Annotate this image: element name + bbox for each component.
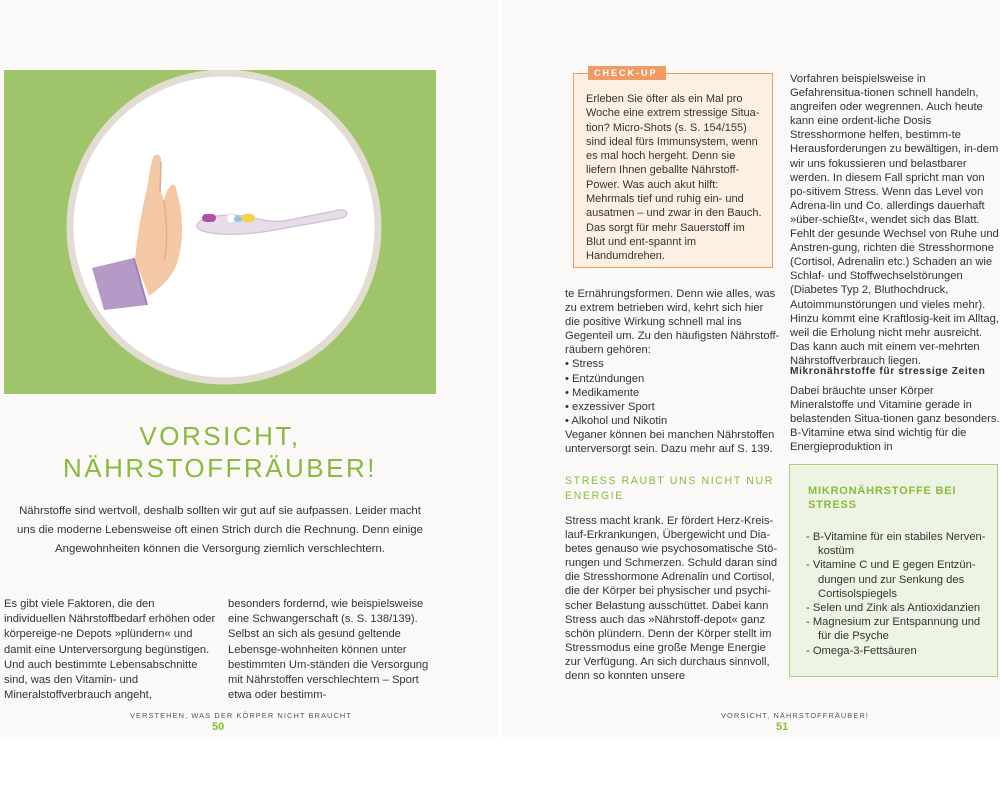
chapter-title <box>0 420 440 484</box>
right-column-text: Vorfahren beispielsweise in Gefahrensitua-tionen schnell handeln, angreifen oder wegrennen. Auch heute kann eine ordent-liche Dosis Stresshormone helfen, bestimm-te Herausforderungen zu bewältigen, in-dem wir uns fokussieren und belastbarer werden. In diesem Fall spricht man von po-sitivem Stress. Wenn das Level von Adrena-lin und Co. allerdings dauerhaft »über-schießt«, wendet sich das Blatt. Fehlt der gesunde Wechsel von Ruhe und Anstren-gung, richten die Stresshormone (Cortisol, Adrenalin etc.) Schaden an wie Schlaf- und Stoffwechselstörungen (Diabetes Typ 2, Bluthochdruck, Autoimmunstörungen und vieles mehr). Hinzu kommt eine Kraftlosig-keit im Alltag, weil die Erholung nicht mehr ausreicht. Das kann auch mit einem ver-mehrten Nährstoffverbrauch liegen. <box>790 73 999 367</box>
middle-column-text <box>565 287 780 456</box>
list-item: - Magnesium zur Entspannung und für die Psyche <box>806 616 981 643</box>
chapter-title-line2: NÄHRSTOFFRÄUBER! <box>63 453 377 483</box>
list-item: - Omega-3-Fettsäuren <box>806 644 917 657</box>
running-footer-left: VERSTEHEN, WAS DER KÖRPER NICHT BRAUCHT <box>130 711 352 720</box>
page-number-right: 51 <box>776 721 789 733</box>
illustration-svg <box>4 70 436 394</box>
body-column-1: Es gibt viele Faktoren, die den individuellen Nährstoffbedarf erhöhen oder körpereige-ne Depots »plündern« und damit eine Unterversorgung begünstigen. Und auch bestimmte Lebensabschnitte sind, was den Vitamin- und Mineralstoffverbrauch angeht, <box>4 598 216 702</box>
running-footer-right: VORSICHT, NÄHRSTOFFRÄUBER! <box>721 711 869 720</box>
left-page <box>0 0 498 737</box>
right-page <box>502 0 1000 737</box>
micronutrient-heading: Mikronährstoffe für stressige Zeiten <box>790 366 986 377</box>
nutrient-robbers-list <box>565 357 780 427</box>
middle-intro: te Ernährungsformen. Denn wie alles, was zu extrem betrieben wird, kehrt sich hier die positive Wirkung schnell mal ins Gegenteil um. Zu den häufigsten Nährstoff-räubern gehören: <box>565 288 780 357</box>
pills-icon <box>202 214 255 224</box>
list-item: - Selen und Zink als Antioxidanzien <box>806 602 981 615</box>
middle-outro: Veganer können bei manchen Nährstoffen unterversorgt sein. Dazu mehr auf S. 139. <box>565 428 775 456</box>
list-item: - Vitamine C und E gegen Entzün-dungen und zur Senkung des Cortisolspiegels <box>806 559 976 600</box>
stress-text: Stress macht krank. Er fördert Herz-Kreis-lauf-Erkrankungen, Übergewicht und Dia-betes genauso wie psychosomatische Stö-rungen und Schmerzen. Schuld daran sind die Stresshormone Adrenalin und Cortisol, die der Körper bei physischer und psychi-scher Belastung ausschüttet. Dabei kann Stress auch das »Nährstoff-depot« ganz schön plündern. Denn der Körper stellt im Stressmodus eine große Menge Energie zur Verfügung. An sich durchaus sinnvoll, denn so konnten unsere <box>565 515 778 683</box>
chapter-intro: Nährstoffe sind wertvoll, deshalb sollten wir gut auf sie aufpassen. Leider macht uns die moderne Lebensweise oft einen Strich durch die Rechnung. Denn einige Angewohnheiten können die Versorgung ziemlich verschlechtern. <box>17 505 423 555</box>
checkup-text: Erleben Sie öfter als ein Mal pro Woche eine extrem stressige Situa-tion? Micro-Shots (s. S. 154/155) sind ideal fürs Immunsystem, wenn es mal hoch hergeht. Denn sie liefern Ihnen geballte Nährstoff-Power. Was auch akut hilft: Mehrmals tief und ruhig ein- und ausatmen – und zwar in den Bauch. Das sorgt für mehr Sauerstoff im Blut und ent-spannt im Handumdrehen. <box>586 93 762 263</box>
list-item: • Entzündungen <box>565 372 645 385</box>
page-number-left: 50 <box>212 721 225 733</box>
list-item: - B-Vitamine für ein stabiles Nerven-kostüm <box>806 531 986 558</box>
list-item: • Alkohol und Nikotin <box>565 414 668 427</box>
stress-heading: STRESS RAUBT UNS NICHT NUR ENERGIE <box>565 475 774 502</box>
chapter-title-line1: VORSICHT, <box>139 421 301 451</box>
info-box-title: MIKRONÄHRSTOFFE BEI STRESS <box>808 485 957 511</box>
list-item: • exzessiver Sport <box>565 400 655 413</box>
body-column-2: besonders fordernd, wie beispielsweise eine Schwangerschaft (s. S. 138/139). Selbst an sich als gesund geltende Lebensge-wohnheiten können unter bestimmten Um-ständen die Versorgung mit Nährstoffen verschlechtern – Sport etwa oder bestimm- <box>228 598 429 702</box>
stop-illustration <box>4 70 436 394</box>
list-item: • Stress <box>565 358 604 371</box>
info-box-list <box>806 530 996 658</box>
checkup-label: CHECK-UP <box>588 66 666 80</box>
list-item: • Medikamente <box>565 386 640 399</box>
micronutrient-text: Dabei bräuchte unser Körper Mineralstoffe und Vitamine gerade in belastenden Situa-tionen ganz besonders. B-Vitamine etwa sind wichtig für die Energieproduktion in <box>790 385 1000 454</box>
